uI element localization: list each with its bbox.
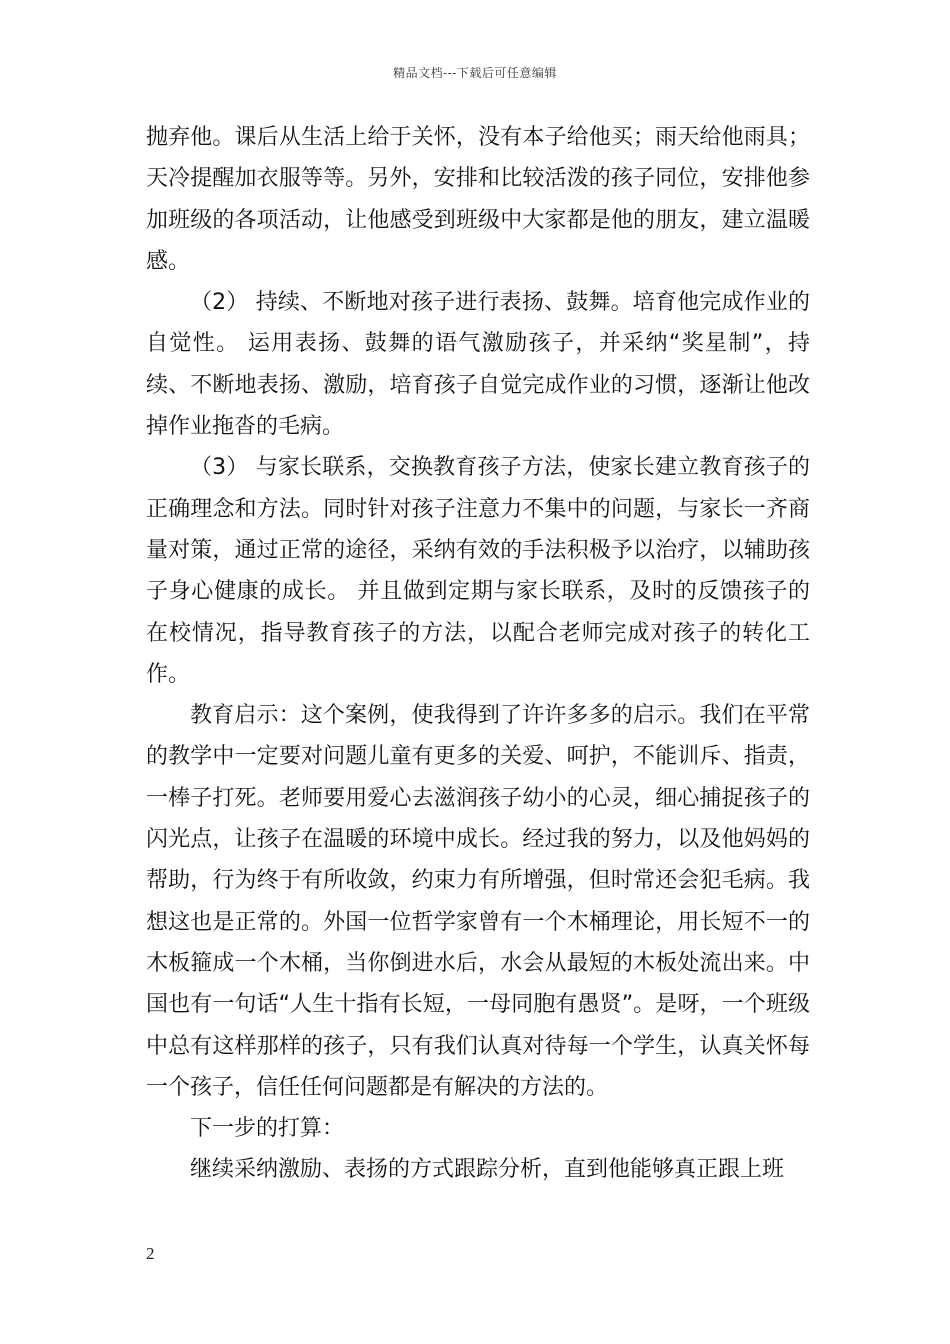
paragraph-4: 教育启示：这个案例，使我得到了许许多多的启示。我们在平常的教学中一定要对问题儿童有更多的关爱、呵护，不能训斥、指责，一棒子打死。老师要用爱心去滋润孩子幼小的心灵，细心捕捉孩子的闪光点，让孩子在温暖的环境中成长。经过我的努力，以及他妈妈的帮助，行为终于有所收敛，约束力有所增强，但时常还会犯毛病。我想这也是正常的。外国一位哲学家曾有一个木桶理论，用长短不一的木板箍成一个木桶，当你倒进水后，水会从最短的木板处流出来。中国也有一句话“人生十指有长短，一母同胞有愚贤”。是呀，一个班级中总有这样那样的孩子，只有我们认真对待每一个学生，认真关怀每一个孩子，信任任何问题都是有解决的方法的。 bbox=[146, 703, 810, 1100]
paragraph-5: 下一步的打算： bbox=[190, 1116, 345, 1142]
page-number: 2 bbox=[146, 1244, 155, 1263]
page-header: 精品文档---下载后可任意编辑 bbox=[393, 66, 557, 80]
paragraph-1: 抛弃他。课后从生活上给于关怀，没有本子给他买；雨天给他雨具；天冷提醒加衣服等等。另外，安排和比较活泼的孩子同位，安排他参加班级的各项活动，让他感受到班级中大家都是他的朋友，建立温暖感。 bbox=[146, 125, 810, 274]
paragraph-6: 继续采纳激励、表扬的方式跟踪分析，直到他能够真正跟上班 bbox=[190, 1157, 785, 1183]
document-body bbox=[146, 117, 810, 1191]
paragraph-3: （3） 与家长联系，交换教育孩子方法，使家长建立教育孩子的正确理念和方法。同时针对孩子注意力不集中的问题，与家长一齐商量对策，通过正常的途径，采纳有效的手法积极予以治疗，以辅助孩子身心健康的成长。 并且做到定期与家长联系，及时的反馈孩子的在校情况，指导教育孩子的方法，以配合老师完成对孩子的转化工作。 bbox=[146, 455, 810, 687]
paragraph-2: （2） 持续、不断地对孩子进行表扬、鼓舞。培育他完成作业的自觉性。 运用表扬、鼓舞的语气激励孩子，并采纳“奖星制”，持续、不断地表扬、激励，培育孩子自觉完成作业的习惯，逐渐让他改掉作业拖沓的毛病。 bbox=[146, 290, 810, 440]
